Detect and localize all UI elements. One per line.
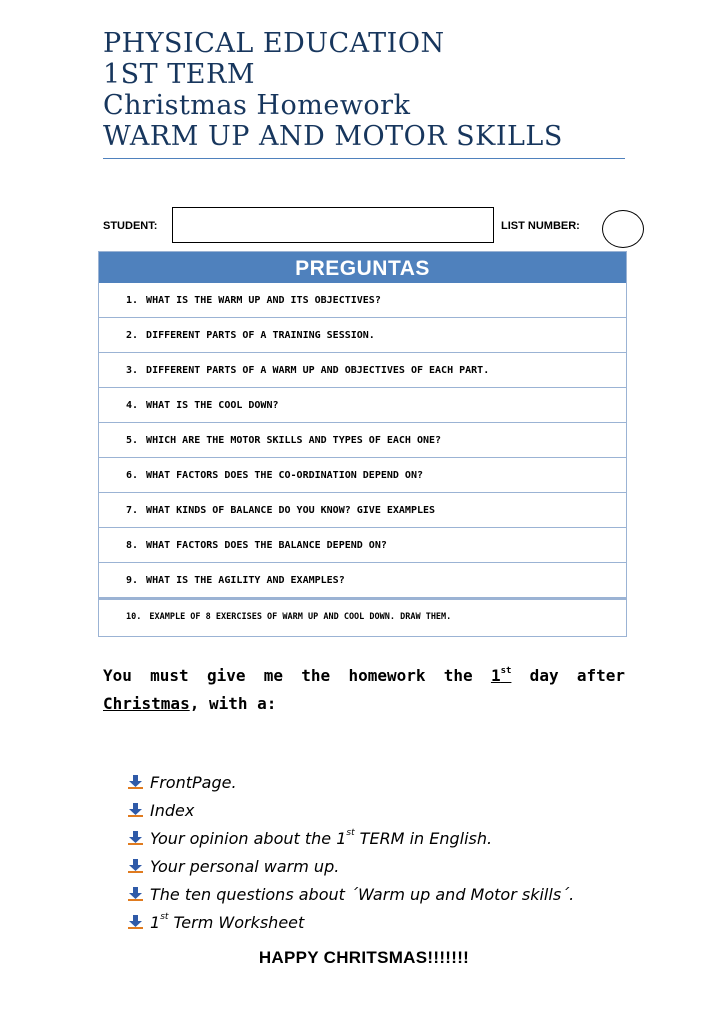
item-worksheet-num: 1	[150, 912, 161, 932]
question-text: WHAT IS THE WARM UP AND ITS OBJECTIVES?	[146, 294, 381, 306]
question-text: WHAT FACTORS DOES THE CO-ORDINATION DEPEND ON?	[146, 469, 423, 481]
item-questions: The ten questions about ´Warm up and Motor skills´.	[150, 884, 575, 904]
arrow-down-bullet-icon	[128, 803, 144, 817]
item-worksheet	[150, 913, 304, 932]
question-text: WHAT IS THE AGILITY AND EXAMPLES?	[146, 574, 345, 586]
questions-heading: PREGUNTAS	[99, 252, 626, 283]
deadline-text-end: , with a:	[189, 694, 277, 713]
item-opinion-text: Your opinion about the 1	[150, 828, 347, 848]
question-row	[99, 388, 626, 423]
item-frontpage: FrontPage.	[150, 772, 237, 792]
arrow-down-bullet-icon	[128, 915, 144, 929]
closing-greeting: HAPPY CHRITSMAS!!!!!!!	[258, 948, 470, 967]
question-number: 1.	[126, 294, 139, 306]
item-worksheet-sup: st	[160, 912, 169, 923]
question-number: 7.	[126, 504, 139, 516]
question-row	[99, 283, 626, 318]
questions-table	[98, 251, 627, 637]
list-item	[128, 880, 574, 908]
question-row	[99, 423, 626, 458]
title-homework: Christmas Homework	[103, 90, 411, 121]
question-number: 4.	[126, 399, 139, 411]
question-number: 3.	[126, 364, 139, 376]
title-subject: PHYSICAL EDUCATION	[103, 28, 445, 59]
item-warmup: Your personal warm up.	[150, 856, 340, 876]
arrow-down-bullet-icon	[128, 775, 144, 789]
ordinal-number: 1	[490, 666, 501, 685]
question-text: DIFFERENT PARTS OF A WARM UP AND OBJECTIVES OF EACH PART.	[146, 364, 490, 376]
student-name-field[interactable]	[172, 207, 494, 243]
deadline-text: You must give me the homework the	[103, 666, 491, 685]
list-item	[128, 824, 574, 852]
arrow-down-bullet-icon	[128, 859, 144, 873]
question-number: 5.	[126, 434, 139, 446]
question-text: WHAT KINDS OF BALANCE DO YOU KNOW? GIVE EXAMPLES	[146, 504, 436, 516]
question-text: DIFFERENT PARTS OF A TRAINING SESSION.	[146, 329, 375, 341]
question-text: WHAT FACTORS DOES THE BALANCE DEPEND ON?	[146, 539, 387, 551]
deadline-paragraph	[103, 662, 625, 718]
question-text: WHICH ARE THE MOTOR SKILLS AND TYPES OF EACH ONE?	[146, 434, 442, 446]
question-number: 9.	[126, 574, 139, 586]
question-number: 10.	[126, 611, 142, 622]
item-opinion-sup: st	[346, 828, 355, 839]
title-term: 1ST TERM	[103, 59, 255, 90]
list-number-label: LIST NUMBER:	[501, 220, 580, 232]
document-header	[103, 28, 625, 159]
deadline-text-day: day after	[511, 666, 626, 685]
item-worksheet-text: Term Worksheet	[168, 912, 305, 932]
ordinal-suffix: st	[500, 665, 512, 676]
item-opinion-text-end: TERM in English.	[354, 828, 493, 848]
arrow-down-bullet-icon	[128, 831, 144, 845]
title-topic: WARM UP AND MOTOR SKILLS	[103, 121, 563, 152]
question-row	[99, 458, 626, 493]
list-item	[128, 796, 574, 824]
list-item	[128, 908, 574, 936]
question-text: WHAT IS THE COOL DOWN?	[146, 399, 279, 411]
question-row	[99, 493, 626, 528]
deadline-christmas: Christmas	[103, 694, 190, 713]
question-row	[99, 318, 626, 353]
question-row	[99, 353, 626, 388]
question-row	[99, 563, 626, 598]
item-index: Index	[150, 800, 195, 820]
deadline-ordinal	[491, 666, 511, 685]
list-item	[128, 768, 574, 796]
requirements-list	[128, 768, 574, 936]
arrow-down-bullet-icon	[128, 887, 144, 901]
list-number-field[interactable]	[602, 210, 644, 248]
question-number: 2.	[126, 329, 139, 341]
student-label: STUDENT:	[103, 220, 158, 232]
question-number: 6.	[126, 469, 139, 481]
question-row	[99, 598, 626, 633]
list-item	[128, 852, 574, 880]
question-text: EXAMPLE OF 8 EXERCISES OF WARM UP AND COOL DOWN. DRAW THEM.	[149, 611, 452, 622]
question-number: 8.	[126, 539, 139, 551]
question-row	[99, 528, 626, 563]
item-opinion	[150, 829, 492, 848]
